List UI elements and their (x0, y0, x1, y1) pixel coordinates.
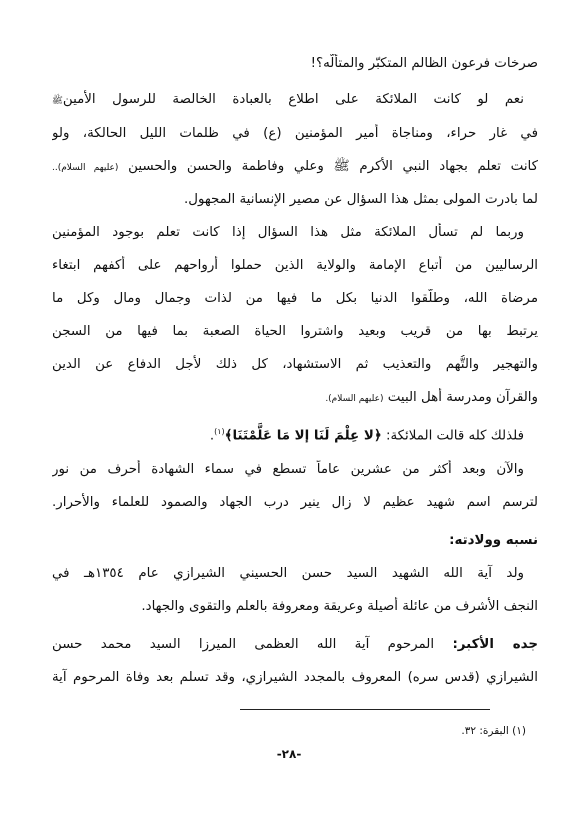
text-line: الرساليين من أتباع الإمامة والولاية الذين حملوا أرواحهم على أكفهم ابتغاء (52, 258, 538, 273)
text-line: جده الأكبر: المرحوم آية الله العظمى الميرزا السيد محمد حسن (52, 637, 538, 652)
text-line: الشيرازي (قدس سره) المعروف بالمجدد الشيرازي، وقد تسلم بعد وفاة المرحوم آية (52, 670, 538, 685)
text-line: مرضاة الله، وطلّقوا الدنيا بكل ما فيها من لذات وجمال ومال وكل ما (52, 291, 538, 306)
text-line: لما بادرت المولى بمثل هذا السؤال عن مصير الإنسانية المجهول. (183, 192, 538, 207)
honorific-glyph: ﷺ (52, 96, 63, 106)
text-line: فلذلك كله قالت الملائكة: ﴿لا عِلْمَ لَنَا إلا مَا عَلَّمْتَنَا﴾$^{(١)}$. (209, 427, 524, 444)
honorific-glyph: (عليهم السلام).. (52, 163, 119, 173)
text-line: ولد آية الله الشهيد السيد حسن الحسيني الشيرازي عام ١٣٥٤هـ في (52, 566, 524, 581)
text-line: في غار حراء، ومناجاة أمير المؤمنين (ع) في ظلمات الليل الحالكة، ولو (52, 126, 538, 141)
text-line: والقرآن ومدرسة أهل البيت (عليهم السلام). (325, 390, 538, 405)
footnote-divider (240, 709, 490, 710)
section-heading: نسبه وولادته: (449, 533, 538, 548)
text-line: وربما لم تسأل الملائكة مثل هذا السؤال إذا كانت تعلم بوجود المؤمنين (52, 225, 524, 240)
quran-verse: ﴿لا عِلْمَ لَنَا إلا مَا عَلَّمْتَنَا﴾ (224, 428, 382, 444)
text-line: نعم لو كانت الملائكة على اطلاع بالعبادة الخالصة للرسول الأمينﷺ (52, 92, 524, 107)
footnote-reference: (١) (214, 427, 225, 436)
text-line: والآن وبعد أكثر من عشرين عاماً تسطع في سماء الشهادة أحرف من نور (52, 462, 524, 477)
text-line: يرتبط بها من قريب وبعيد واشتروا الحياة الصعبة بما فيها من السجن (52, 324, 538, 339)
text-line: صرخات فرعون الظالم المتكبّر والمتألّه؟! (310, 56, 538, 71)
page-number: -٢٨- (276, 747, 302, 761)
inline-heading: جده الأكبر: (452, 637, 538, 652)
text-line: كانت تعلم بجهاد النبي الأكرم ﷺ وعلي وفاطمة والحسن والحسين (عليهم السلام).. (52, 159, 538, 174)
honorific-glyph: (عليهم السلام). (325, 394, 384, 404)
text-line: النجف الأشرف من عائلة أصيلة وعريقة ومعروفة بالعلم والتقوى والجهاد. (141, 599, 538, 614)
footnote: (١) البقرة: ٣٢. (461, 725, 526, 737)
text-line: والتهجير والتُّهم والتعذيب ثم الاستشهاد، كل ذلك لأجل الدفاع عن الدين (52, 357, 538, 372)
text-line: لترسم اسم شهيد عظيم لا زال ينير درب الجهاد والصمود للعلماء والأحرار. (52, 495, 538, 510)
